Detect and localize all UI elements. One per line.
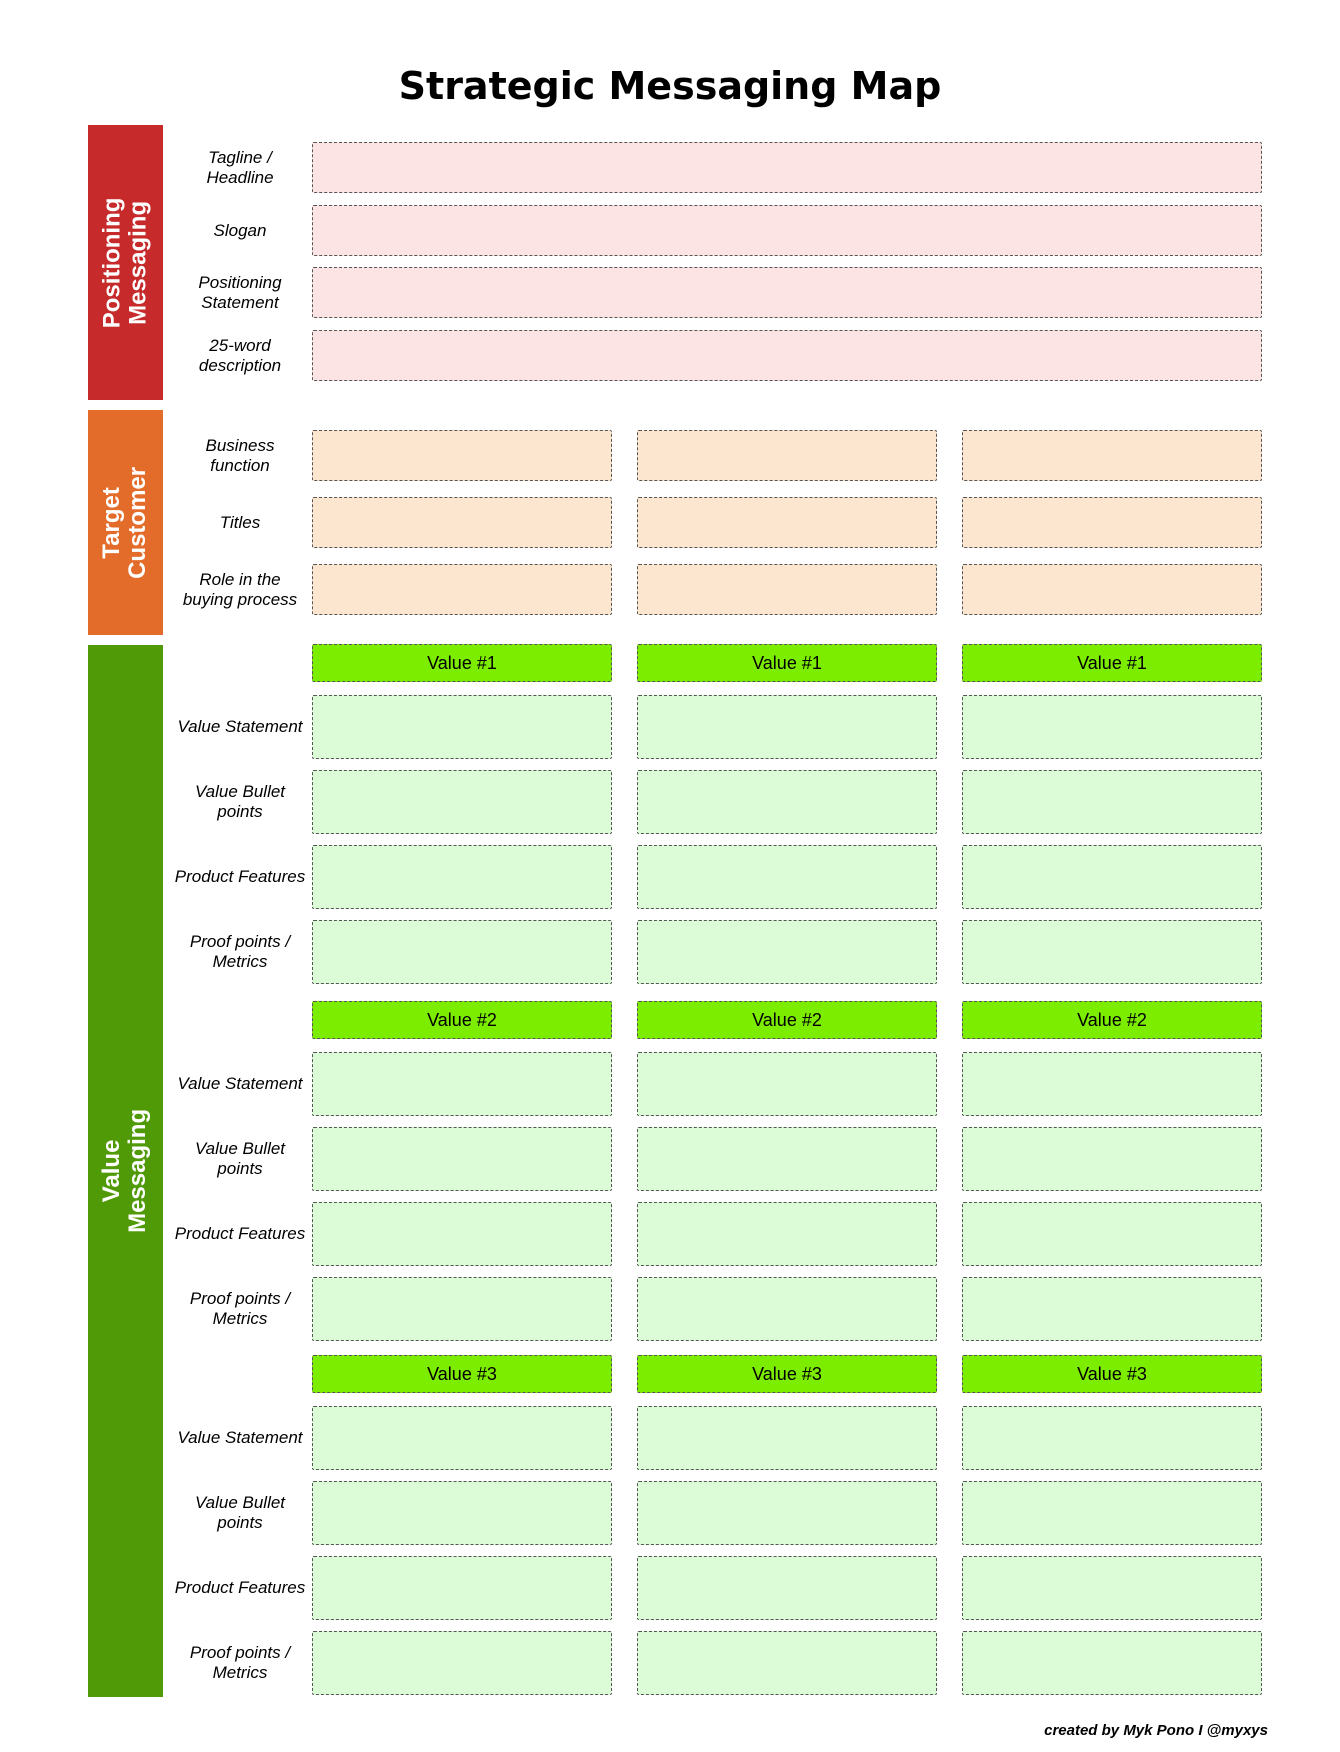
input-box-target[interactable] xyxy=(637,497,937,548)
value-header: Value #1 xyxy=(962,644,1262,682)
row-label-value: Proof points / Metrics xyxy=(189,1289,291,1328)
input-box-target[interactable] xyxy=(312,497,612,548)
input-box-value[interactable] xyxy=(312,1202,612,1266)
input-box-positioning[interactable] xyxy=(312,267,1262,318)
input-box-value[interactable] xyxy=(962,1127,1262,1191)
row-label-positioning: Tagline / Headline xyxy=(206,147,274,187)
input-box-value[interactable] xyxy=(637,920,937,984)
input-box-value[interactable] xyxy=(962,695,1262,759)
input-box-value[interactable] xyxy=(312,920,612,984)
input-box-value[interactable] xyxy=(637,1406,937,1470)
input-box-positioning[interactable] xyxy=(312,205,1262,256)
input-box-value[interactable] xyxy=(312,1406,612,1470)
input-box-value[interactable] xyxy=(637,1052,937,1116)
input-box-value[interactable] xyxy=(962,770,1262,834)
input-box-value[interactable] xyxy=(962,1052,1262,1116)
input-box-target[interactable] xyxy=(962,564,1262,615)
input-box-value[interactable] xyxy=(962,1631,1262,1695)
value-header: Value #2 xyxy=(637,1001,937,1039)
row-label-target: Role in the buying process xyxy=(182,569,298,609)
input-box-value[interactable] xyxy=(637,1277,937,1341)
input-box-value[interactable] xyxy=(637,1481,937,1545)
input-box-value[interactable] xyxy=(312,770,612,834)
value-header: Value #3 xyxy=(637,1355,937,1393)
section-band-positioning xyxy=(88,125,163,400)
section-label-target: Target Customer xyxy=(98,466,152,579)
input-box-value[interactable] xyxy=(312,1481,612,1545)
input-box-target[interactable] xyxy=(312,564,612,615)
credit-text: created by Myk Pono I @myxys xyxy=(1044,1722,1268,1739)
input-box-value[interactable] xyxy=(312,1127,612,1191)
row-label-value: Product Features xyxy=(174,1578,306,1597)
input-box-value[interactable] xyxy=(962,845,1262,909)
row-label-positioning: 25-word description xyxy=(198,335,282,375)
row-label-value: Proof points / Metrics xyxy=(189,932,291,971)
row-label-value: Value Bullet points xyxy=(194,1139,286,1178)
input-box-value[interactable] xyxy=(962,1202,1262,1266)
row-label-value: Value Bullet points xyxy=(194,1493,286,1532)
value-header: Value #1 xyxy=(637,644,937,682)
input-box-value[interactable] xyxy=(962,1277,1262,1341)
section-label-value: Value Messaging xyxy=(98,1108,152,1234)
input-box-value[interactable] xyxy=(637,1202,937,1266)
value-header: Value #3 xyxy=(962,1355,1262,1393)
row-label-value: Product Features xyxy=(174,867,306,886)
input-box-target[interactable] xyxy=(962,430,1262,481)
input-box-positioning[interactable] xyxy=(312,330,1262,381)
value-header: Value #2 xyxy=(312,1001,612,1039)
row-label-value: Value Statement xyxy=(177,1074,303,1093)
input-box-value[interactable] xyxy=(637,695,937,759)
input-box-value[interactable] xyxy=(312,1052,612,1116)
section-label-positioning: Positioning Messaging xyxy=(98,197,152,328)
input-box-value[interactable] xyxy=(637,1631,937,1695)
value-header: Value #3 xyxy=(312,1355,612,1393)
row-label-positioning: Slogan xyxy=(213,220,267,240)
input-box-value[interactable] xyxy=(312,845,612,909)
input-box-value[interactable] xyxy=(312,1556,612,1620)
row-label-positioning: Positioning Statement xyxy=(198,272,282,312)
section-band-value xyxy=(88,645,163,1697)
row-label-target: Titles xyxy=(219,512,261,532)
row-label-value: Value Statement xyxy=(177,1428,303,1447)
value-header: Value #1 xyxy=(312,644,612,682)
input-box-value[interactable] xyxy=(637,845,937,909)
value-header: Value #2 xyxy=(962,1001,1262,1039)
row-label-value: Value Statement xyxy=(177,717,303,736)
input-box-value[interactable] xyxy=(637,1127,937,1191)
row-label-target: Business function xyxy=(205,435,275,475)
input-box-value[interactable] xyxy=(962,1481,1262,1545)
input-box-target[interactable] xyxy=(312,430,612,481)
input-box-target[interactable] xyxy=(637,430,937,481)
input-box-value[interactable] xyxy=(312,1277,612,1341)
input-box-target[interactable] xyxy=(962,497,1262,548)
input-box-value[interactable] xyxy=(962,1556,1262,1620)
section-band-target xyxy=(88,410,163,635)
input-box-value[interactable] xyxy=(637,770,937,834)
row-label-value: Value Bullet points xyxy=(194,782,286,821)
input-box-positioning[interactable] xyxy=(312,142,1262,193)
input-box-value[interactable] xyxy=(312,695,612,759)
input-box-value[interactable] xyxy=(312,1631,612,1695)
input-box-value[interactable] xyxy=(962,1406,1262,1470)
input-box-value[interactable] xyxy=(962,920,1262,984)
input-box-value[interactable] xyxy=(637,1556,937,1620)
row-label-value: Product Features xyxy=(174,1224,306,1243)
input-box-target[interactable] xyxy=(637,564,937,615)
row-label-value: Proof points / Metrics xyxy=(189,1643,291,1682)
page-title: Strategic Messaging Map xyxy=(398,64,942,108)
